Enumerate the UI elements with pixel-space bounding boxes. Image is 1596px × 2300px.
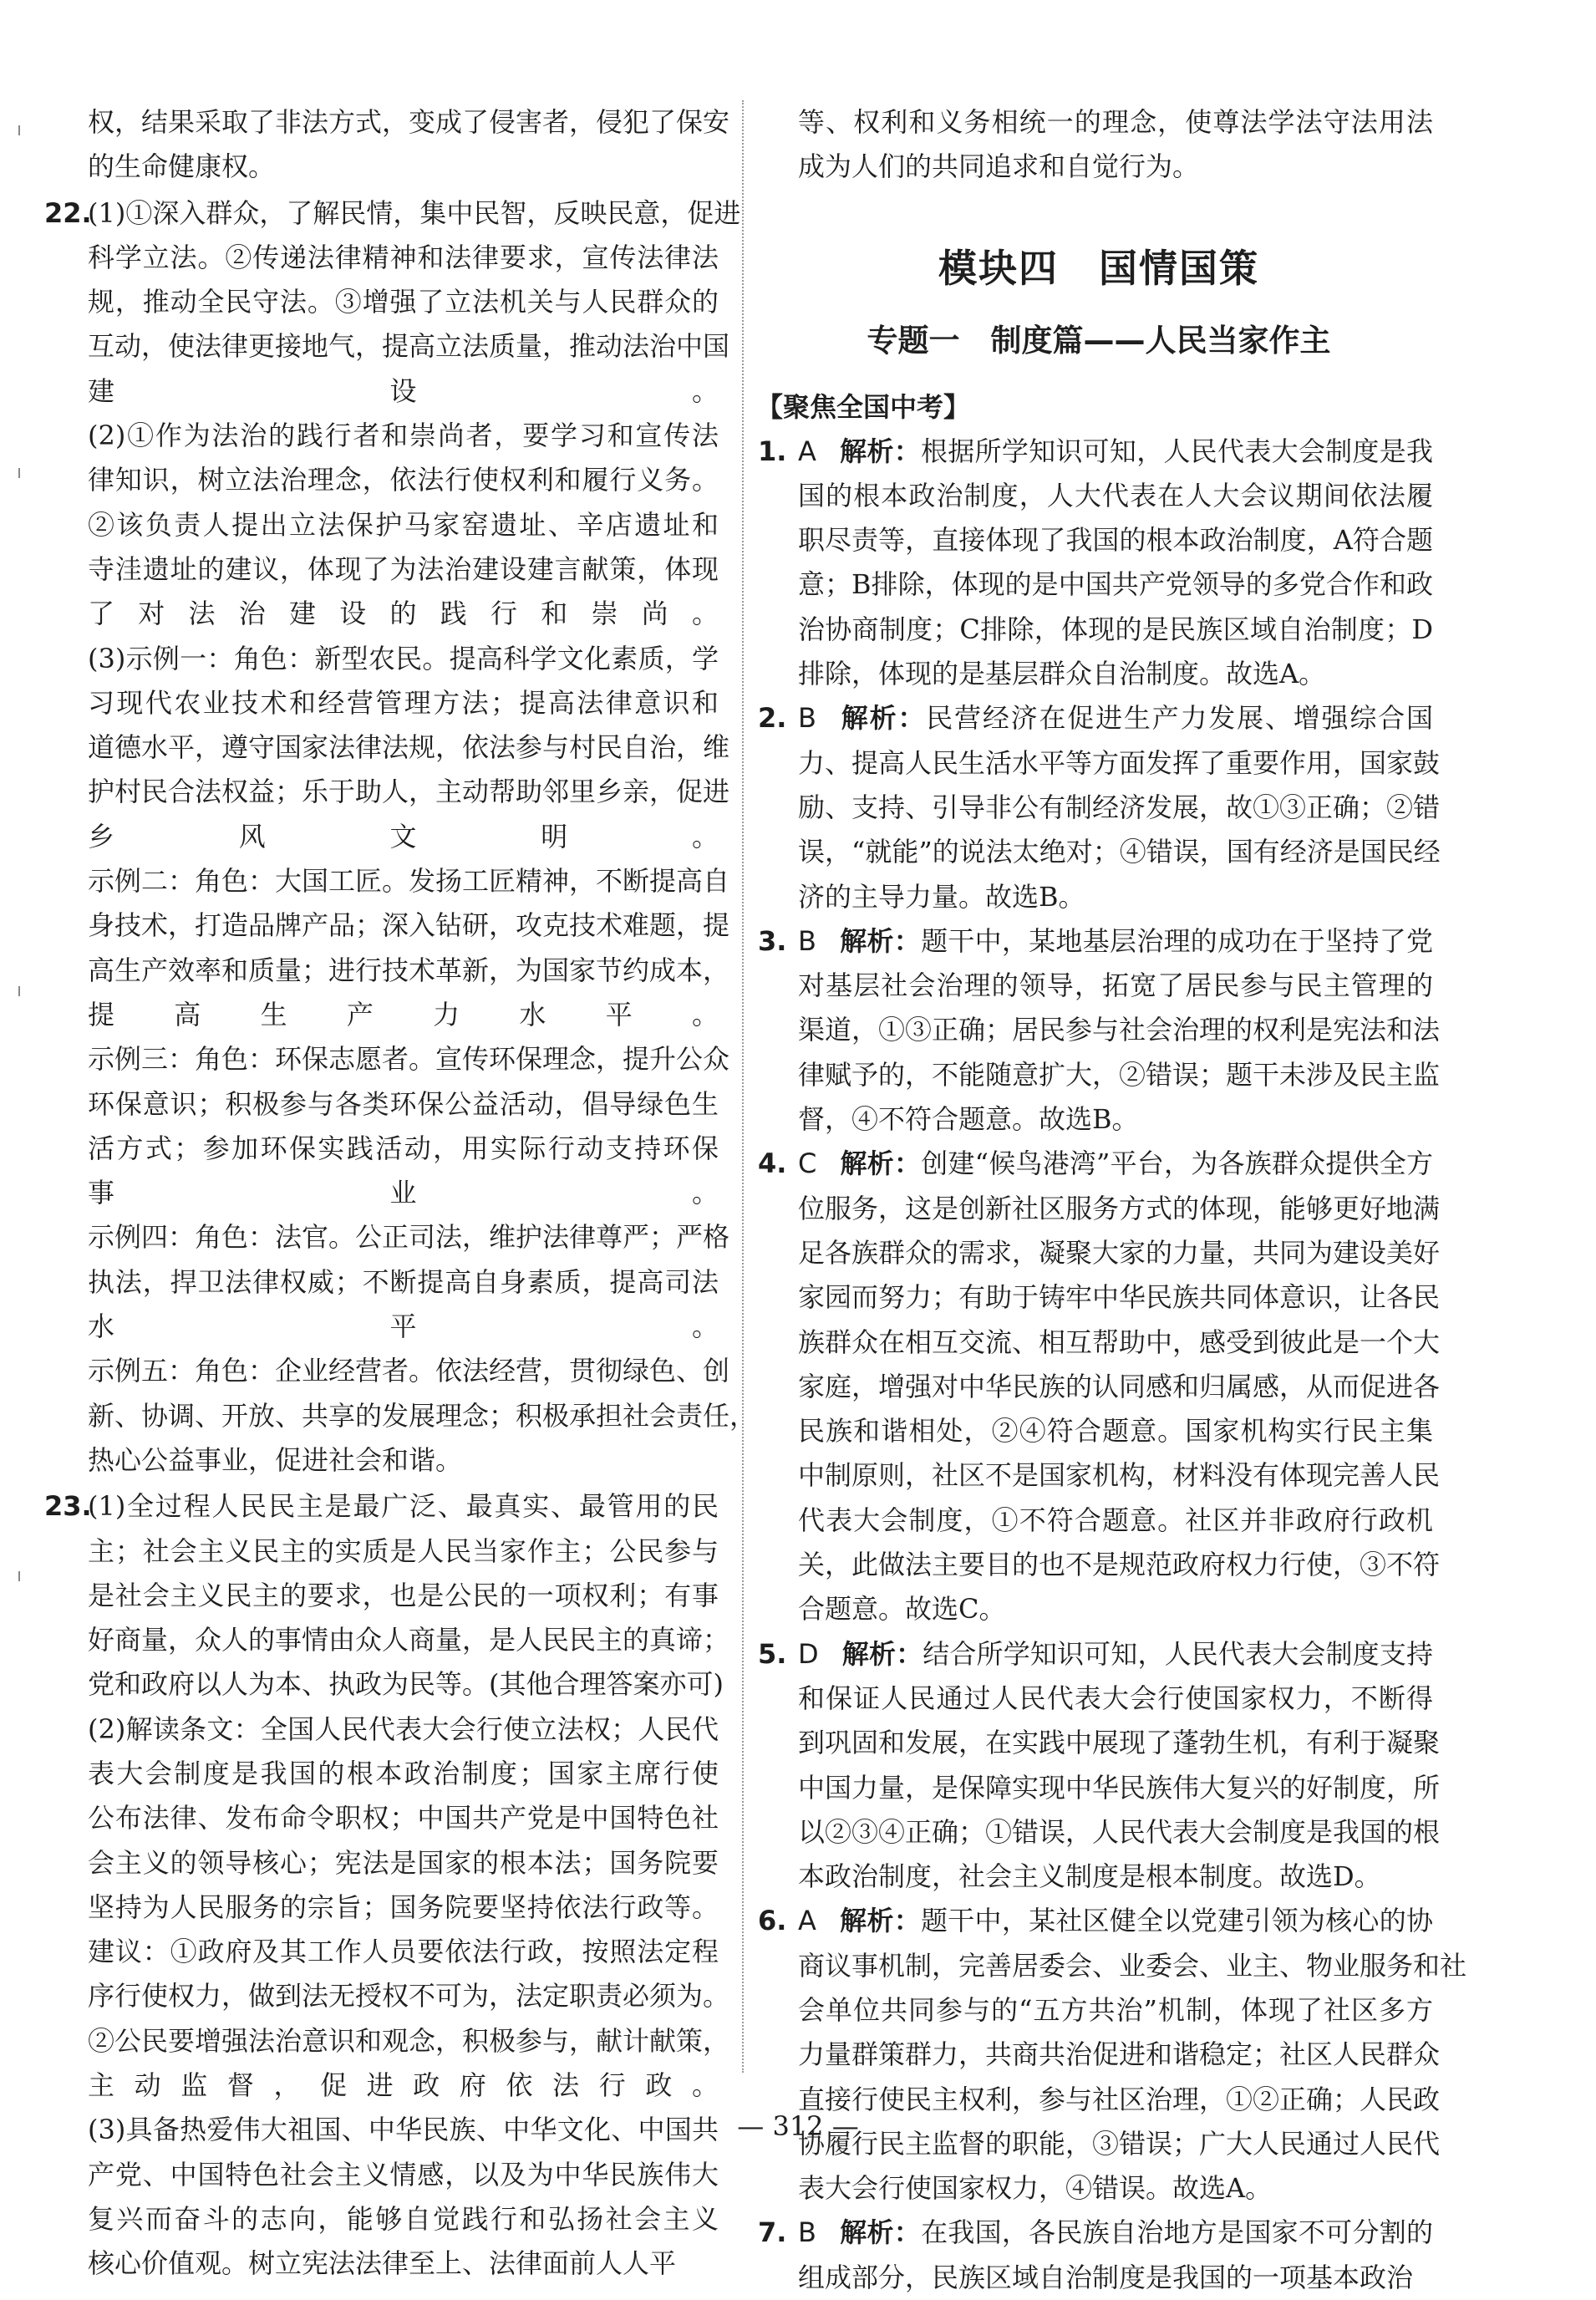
analysis-label: 解析： bbox=[839, 924, 922, 957]
answer-item bbox=[758, 919, 1441, 1142]
analysis-text: 在我国，各民族自治地方是国家不可分割的 bbox=[921, 2216, 1433, 2249]
text-line: (1)①深入群众，了解民情，集中民智，反映民意，促进 bbox=[88, 196, 741, 229]
answer-choice: B bbox=[798, 2216, 816, 2249]
text-line: 习现代农业技术和经营管理方法；提高法律意识和 bbox=[88, 686, 719, 719]
section-heading: 【聚焦全国中考】 bbox=[756, 390, 971, 423]
question-number: 23. bbox=[44, 1490, 92, 1523]
text-line: 代表大会制度，①不符合题意。社区并非政府行政机 bbox=[798, 1504, 1433, 1536]
answer-choice: C bbox=[798, 1147, 817, 1180]
analysis-text: 根据所学知识可知，人民代表大会制度是我 bbox=[921, 435, 1433, 467]
text-line: (3)示例一：角色：新型农民。提高科学文化素质，学 bbox=[88, 642, 719, 674]
text-line: 本政治制度，社会主义制度是根本制度。故选D。 bbox=[798, 1860, 1381, 1893]
text-line: (2)解读条文：全国人民代表大会行使立法权；人民代 bbox=[88, 1712, 719, 1745]
text-line: 成为人们的共同追求和自觉行为。 bbox=[798, 150, 1200, 183]
analysis-label: 解析： bbox=[839, 435, 921, 467]
item-number: 5. bbox=[758, 1637, 787, 1670]
answer-list bbox=[758, 430, 1467, 2300]
text-line: (2)①作为法治的践行者和崇尚者，要学习和宣传法 bbox=[88, 420, 719, 452]
text-line: 建设。 bbox=[88, 374, 719, 407]
text-line: 组成部分，民族区域自治制度是我国的一项基本政治 bbox=[798, 2261, 1414, 2293]
text-line: 家庭，增强对中华民族的认同感和归属感，从而促进各 bbox=[798, 1370, 1441, 1402]
analysis-label: 解析： bbox=[839, 1905, 921, 1937]
text-line: 渠道，①③正确；居民参与社会治理的权利是宪法和法 bbox=[798, 1014, 1441, 1046]
margin-mark bbox=[18, 125, 20, 135]
answer-body bbox=[88, 1484, 730, 2286]
text-line: 活方式；参加环保实践活动，用实际行动支持环保 bbox=[88, 1132, 719, 1164]
text-line: 足各族群众的需求，凝聚大家的力量，共同为建设美好 bbox=[798, 1236, 1441, 1269]
margin-mark bbox=[18, 468, 20, 478]
text-line: (3)具备热爱伟大祖国、中华民族、中华文化、中国共 bbox=[88, 2114, 719, 2146]
analysis-text: 题干中，某地基层治理的成功在于坚持了党 bbox=[921, 924, 1433, 957]
text-line bbox=[798, 430, 1433, 474]
item-number: 3. bbox=[758, 924, 787, 957]
text-line: 复兴而奋斗的志向，能够自觉践行和弘扬社会主义 bbox=[88, 2202, 719, 2235]
text-line: 督，④不符合题意。故选B。 bbox=[798, 1103, 1139, 1136]
text-line: ②公民要增强法治意识和观念，积极参与，献计献策， bbox=[88, 2024, 730, 2057]
text-line: 族群众在相互交流、相互帮助中，感受到彼此是一个大 bbox=[798, 1326, 1441, 1358]
analysis-label: 解析： bbox=[840, 1147, 922, 1180]
right-continuation bbox=[765, 100, 1433, 190]
text-line bbox=[798, 2211, 1433, 2255]
text-line: 治协商制度；C排除，体现的是民族区域自治制度；D bbox=[798, 613, 1433, 645]
text-line: 互动，使法律更接地气，提高立法质量，推动法治中国 bbox=[88, 330, 730, 363]
text-line: 商议事机制，完善居委会、业委会、业主、物业服务和社 bbox=[798, 1949, 1467, 1982]
text-line: 误，“就能”的说法太绝对；④错误，国有经济是国民经 bbox=[798, 836, 1441, 868]
text-line: 环保意识；积极参与各类环保公益活动，倡导绿色生 bbox=[88, 1087, 719, 1120]
text-line: 对基层社会治理的领导，拓宽了居民参与民主管理的 bbox=[798, 969, 1433, 1002]
text-line: 是社会主义民主的要求，也是公民的一项权利；有事 bbox=[88, 1579, 719, 1611]
item-number: 4. bbox=[758, 1147, 787, 1180]
text-line: 职尽责等，直接体现了我国的根本政治制度，A符合题 bbox=[798, 524, 1433, 557]
text-line: 示例四：角色：法官。公正司法，维护法律尊严；严格 bbox=[88, 1221, 730, 1254]
text-line: 民族和谐相处，②④符合题意。国家机构实行民主集 bbox=[798, 1415, 1433, 1448]
text-line: 律知识，树立法治理念，依法行使权利和履行义务。 bbox=[88, 464, 719, 496]
text-line: 规，推动全民守法。③增强了立法机关与人民群众的 bbox=[88, 286, 719, 318]
answer-choice: A bbox=[798, 435, 816, 467]
text-line: 意；B排除，体现的是中国共产党领导的多党合作和政 bbox=[798, 568, 1433, 601]
analysis-text: 结合所学知识可知，人民代表大会制度支持 bbox=[923, 1637, 1433, 1670]
text-line: 表大会制度是我国的根本政治制度；国家主席行使 bbox=[88, 1757, 719, 1789]
page-number: — 312 — bbox=[737, 2110, 859, 2142]
text-line: ②该负责人提出立法保护马家窑遗址、辛店遗址和 bbox=[88, 508, 719, 541]
left-column bbox=[44, 100, 757, 2287]
text-line: 寺洼遗址的建议，体现了为法治建设建言献策，体现 bbox=[88, 552, 719, 585]
text-line bbox=[798, 696, 1433, 740]
text-line: (1)全过程人民民主是最广泛、最真实、最管用的民 bbox=[88, 1490, 719, 1523]
text-line: 会主义的领导核心；宪法是国家的根本法；国务院要 bbox=[88, 1846, 719, 1879]
text-line: 等、权利和义务相统一的理念，使尊法学法守法用法 bbox=[798, 106, 1433, 138]
text-line: 高生产效率和质量；进行技术革新，为国家节约成本， bbox=[88, 954, 730, 986]
text-line: 乡风文明。 bbox=[88, 820, 719, 852]
text-line: 济的主导力量。故选B。 bbox=[798, 880, 1085, 913]
answer-item bbox=[758, 1142, 1441, 1631]
text-line: 励、支持、引导非公有制经济发展，故①③正确；②错 bbox=[798, 791, 1441, 823]
text-line: 科学立法。②传递法律精神和法律要求，宣传法律法 bbox=[88, 241, 719, 273]
item-number: 7. bbox=[758, 2216, 787, 2249]
text-line: 国的根本政治制度，人大代表在人大会议期间依法履 bbox=[798, 479, 1433, 511]
margin-mark bbox=[18, 986, 20, 996]
answer-item bbox=[758, 1632, 1441, 1900]
answer-choice: A bbox=[798, 1905, 816, 1937]
margin-mark bbox=[18, 1571, 20, 1581]
item-number: 1. bbox=[758, 435, 787, 467]
text-line: 执法，捍卫法律权威；不断提高自身素质，提高司法 bbox=[88, 1265, 719, 1298]
text-line bbox=[798, 1899, 1433, 1943]
analysis-text: 创建“候鸟港湾”平台，为各族群众提供全方 bbox=[921, 1147, 1433, 1180]
text-line: 示例三：角色：环保志愿者。宣传环保理念，提升公众 bbox=[88, 1043, 730, 1076]
text-line: 事业。 bbox=[88, 1177, 719, 1209]
text-line: 排除，体现的是基层群众自治制度。故选A。 bbox=[798, 658, 1326, 690]
text-line: 道德水平，遵守国家法律法规，依法参与村民自治，维 bbox=[88, 731, 730, 764]
item-number: 2. bbox=[758, 702, 787, 735]
text-line: 中国力量，是保障实现中华民族伟大复兴的好制度，所 bbox=[798, 1771, 1441, 1804]
text-line: 位服务，这是创新社区服务方式的体现，能够更好地满 bbox=[798, 1192, 1441, 1224]
text-line bbox=[798, 1142, 1433, 1186]
text-line: 主动监督，促进政府依法行政。 bbox=[88, 2069, 719, 2102]
text-line: 会单位共同参与的“五方共治”机制，体现了社区多方 bbox=[798, 1993, 1433, 2026]
text-line: 直接行使民主权利，参与社区治理，①②正确；人民政 bbox=[798, 2083, 1441, 2115]
answer-choice: B bbox=[798, 924, 816, 957]
question-number: 22. bbox=[44, 196, 92, 229]
text-line: 权，结果采取了非法方式，变成了侵害者，侵犯了保安 bbox=[88, 106, 730, 138]
text-line: 示例五：角色：企业经营者。依法经营，贯彻绿色、创 bbox=[88, 1355, 730, 1387]
text-line: 示例二：角色：大国工匠。发扬工匠精神，不断提高自 bbox=[88, 865, 730, 898]
module-title: 模块四 国情国策 bbox=[938, 245, 1259, 291]
text-line: 好商量，众人的事情由众人商量，是人民民主的真谛； bbox=[88, 1624, 730, 1656]
answer-item bbox=[758, 2211, 1433, 2300]
text-line: 水平。 bbox=[88, 1310, 719, 1343]
text-line: 建议：①政府及其工作人员要依法行政，按照法定程 bbox=[88, 1936, 719, 1968]
analysis-text: 民营经济在促进生产力发展、增强综合国 bbox=[926, 702, 1433, 735]
text-line: 坚持为人民服务的宗旨；国务院要坚持依法行政等。 bbox=[88, 1890, 719, 1923]
column-divider bbox=[742, 100, 744, 2073]
text-line: 核心价值观。树立宪法法律至上、法律面前人人平 bbox=[88, 2247, 677, 2280]
text-line bbox=[798, 1632, 1433, 1677]
answer-item bbox=[758, 1899, 1467, 2211]
answer-item bbox=[758, 430, 1433, 697]
text-line: 以②③④正确；①错误，人民代表大会制度是我国的根 bbox=[798, 1815, 1441, 1848]
text-line: 协履行民主监督的职能，③错误；广大人民通过人民代 bbox=[798, 2127, 1441, 2160]
text-line: 和保证人民通过人民代表大会行使国家权力，不断得 bbox=[798, 1682, 1433, 1714]
text-line: 主；社会主义民主的实质是人民当家作主；公民参与 bbox=[88, 1534, 719, 1567]
text-line: 合题意。故选C。 bbox=[798, 1593, 1006, 1626]
analysis-label: 解析： bbox=[839, 2216, 922, 2249]
analysis-label: 解析： bbox=[839, 702, 927, 735]
text-line: 力、提高人民生活水平等方面发挥了重要作用，国家鼓 bbox=[798, 746, 1441, 779]
text-line: 律赋予的，不能随意扩大，②错误；题干未涉及民主监 bbox=[798, 1058, 1441, 1091]
text-line: 力量群策群力，共商共治促进和谐稳定；社区人民群众 bbox=[798, 2038, 1441, 2071]
text-line: 产党、中国特色社会主义情感，以及为中华民族伟大 bbox=[88, 2158, 719, 2191]
text-line: 提高生产力水平。 bbox=[88, 998, 719, 1030]
analysis-label: 解析： bbox=[841, 1637, 923, 1670]
text-line: 党和政府以人为本、执政为民等。(其他合理答案亦可) bbox=[88, 1668, 724, 1701]
text-line: 表大会行使国家权力，④错误。故选A。 bbox=[798, 2172, 1273, 2205]
text-line bbox=[798, 919, 1433, 964]
text-line: 家园而努力；有助于铸牢中华民族共同体意识，让各民 bbox=[798, 1281, 1441, 1314]
text-line: 到巩固和发展，在实践中展现了蓬勃生机，有利于凝聚 bbox=[798, 1727, 1441, 1759]
right-column bbox=[756, 100, 1467, 2300]
topic-title: 专题一 制度篇——人民当家作主 bbox=[867, 322, 1331, 359]
question-23 bbox=[44, 1484, 730, 2286]
text-line: 的生命健康权。 bbox=[88, 150, 276, 183]
text-line: 了对法治建设的践行和崇尚。 bbox=[88, 598, 719, 630]
text-line: 中制原则，社区不是国家机构，材料没有体现完善人民 bbox=[798, 1459, 1441, 1492]
text-line: 护村民合法权益；乐于助人，主动帮助邻里乡亲，促进 bbox=[88, 776, 730, 808]
item-number: 6. bbox=[758, 1905, 787, 1937]
text-line: 关，此做法主要目的也不是规范政府权力行使，③不符 bbox=[798, 1549, 1441, 1581]
question-22 bbox=[44, 191, 757, 1483]
text-line: 新、协调、开放、共享的发展理念；积极承担社会责任， bbox=[88, 1399, 757, 1432]
answer-choice: D bbox=[798, 1637, 819, 1670]
analysis-text: 题干中，某社区健全以党建引领为核心的协 bbox=[921, 1905, 1433, 1937]
text-line: 身技术，打造品牌产品；深入钻研，攻克技术难题，提 bbox=[88, 909, 730, 942]
text-line: 公布法律、发布命令职权；中国共产党是中国特色社 bbox=[88, 1802, 719, 1834]
text-line: 热心公益事业，促进社会和谐。 bbox=[88, 1443, 463, 1476]
answer-choice: B bbox=[798, 702, 816, 735]
answer-item bbox=[758, 696, 1441, 918]
answer-body bbox=[88, 191, 757, 1483]
text-line: 序行使权力，做到法无授权不可为，法定职责必须为。 bbox=[88, 1980, 730, 2012]
left-continuation bbox=[46, 100, 730, 190]
